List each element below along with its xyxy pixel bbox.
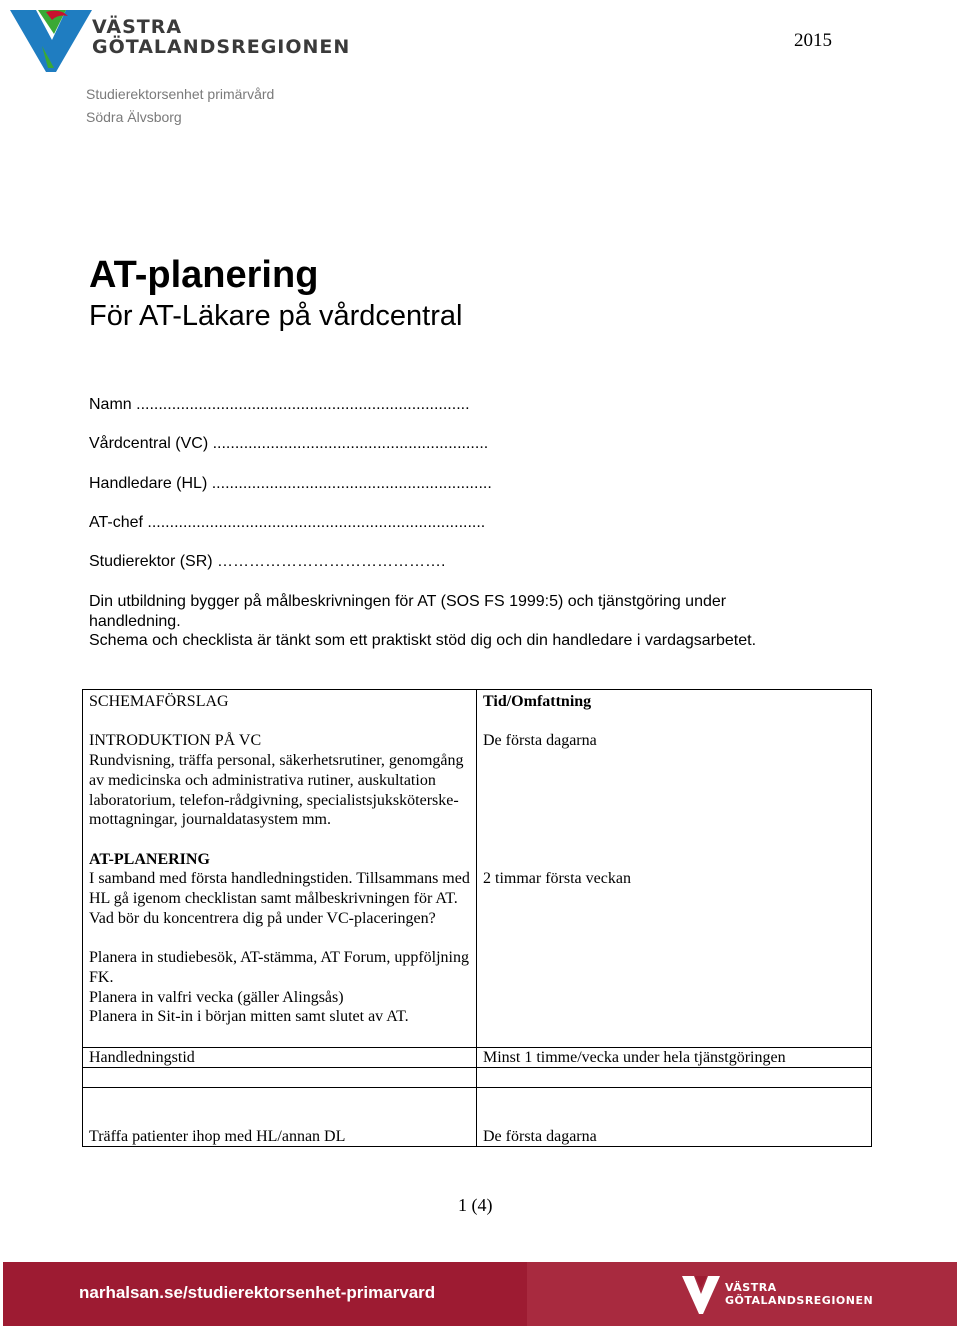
- handledningstid-time: Minst 1 timme/vecka under hela tjänstgöringen: [477, 1047, 872, 1068]
- intro-time: De första dagarna: [483, 732, 597, 750]
- logo-text-gotalandsregionen: GÖTALANDSREGIONEN: [92, 36, 351, 58]
- logo-text-vastra: VÄSTRA: [92, 16, 183, 38]
- table-cell: [477, 1068, 872, 1088]
- plan-line-2: Planera in valfri vecka (gäller Alingsås): [89, 988, 344, 1006]
- page-title: AT-planering: [89, 254, 319, 296]
- footer-url: narhalsan.se/studierektorsenhet-primarvard: [79, 1283, 436, 1302]
- column-header-schema: SCHEMAFÖRSLAG: [89, 693, 229, 710]
- plan-line-3: Planera in Sit-in i början mitten samt slutet av AT.: [89, 1008, 409, 1026]
- at-planering-heading: AT-PLANERING: [89, 850, 210, 868]
- schedule-table: [82, 689, 872, 1147]
- plan-line-1: Planera in studiebesök, AT-stämma, AT Forum, uppföljning FK.: [89, 949, 469, 986]
- footer-banner: [3, 1262, 957, 1326]
- column-header-time: Tid/Omfattning: [483, 693, 592, 710]
- field-studierektor: Studierektor (SR) …………………………………….: [89, 553, 446, 570]
- field-at-chef: AT-chef ............................................................................: [89, 514, 486, 531]
- table-row: [83, 1068, 872, 1088]
- footer-logo-vastra: VÄSTRA: [725, 1281, 777, 1294]
- intro-line-1: Din utbildning bygger på målbeskrivningen för AT (SOS FS 1999:5) och tjänstgöring under handledning.: [89, 593, 727, 630]
- vgr-logo-icon: [8, 6, 98, 76]
- page-number: 1 (4): [458, 1195, 493, 1215]
- table-row: [83, 690, 872, 1048]
- at-planering-time: 2 timmar första veckan: [483, 870, 631, 888]
- table-cell: [83, 690, 477, 1048]
- vgr-logo: [8, 6, 351, 76]
- unit-name: Studierektorsenhet primärvård: [86, 86, 275, 102]
- unit-region: Södra Älvsborg: [86, 109, 182, 125]
- intro-paragraph: [89, 592, 809, 651]
- patient-time: De första dagarna: [477, 1088, 872, 1147]
- page-subtitle: För AT-Läkare på vårdcentral: [89, 300, 463, 332]
- field-vardcentral: Vårdcentral (VC) ..............................................................: [89, 435, 489, 452]
- table-row: [83, 1047, 872, 1068]
- intro-body: Rundvisning, träffa personal, säkerhetsrutiner, genomgång av medicinska och administrativa rutiner, auskultation laboratorium, telefon-rådgivning, specialistsjuksköterske-mottagningar, journaldatasystem mm.: [89, 752, 464, 829]
- intro-heading: INTRODUKTION PÅ VC: [89, 732, 262, 750]
- field-handledare: Handledare (HL) ...............................................................: [89, 475, 492, 492]
- footer-logo-gotalandsregionen: GÖTALANDSREGIONEN: [725, 1294, 874, 1307]
- document-year: 2015: [794, 30, 832, 51]
- handledningstid-label: Handledningstid: [83, 1047, 477, 1068]
- table-cell: [477, 690, 872, 1048]
- field-namn: Namn ...........................................................................: [89, 396, 470, 413]
- table-row: [83, 1088, 872, 1147]
- at-planering-body: I samband med första handledningstiden. Tillsammans med HL gå igenom checklistan samt målbeskrivningen för AT. Vad bör du koncentrera dig på under VC-placeringen?: [89, 870, 470, 927]
- patient-label: Träffa patienter ihop med HL/annan DL: [83, 1088, 477, 1147]
- footer-logo-icon: [681, 1274, 721, 1316]
- table-cell: [83, 1068, 477, 1088]
- intro-line-2: Schema och checklista är tänkt som ett praktiskt stöd dig och din handledare i vardagsarbetet.: [89, 632, 757, 649]
